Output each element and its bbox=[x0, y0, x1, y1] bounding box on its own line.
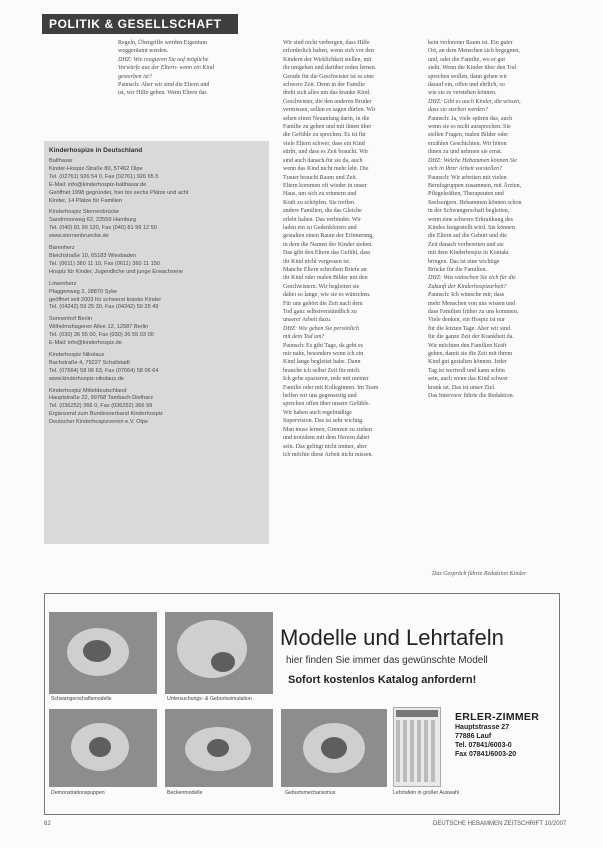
text-line: mir nahe, besonders wenn ich ein bbox=[283, 351, 364, 358]
text-line: Haus, um sich zu erinnern und bbox=[283, 191, 357, 198]
text-line: laden ein zu Gedenkfeiern und bbox=[283, 224, 357, 231]
info-box-line: Tel. (04242) 59 25 30, Fax (04242) 59 25 49 bbox=[49, 304, 159, 311]
text-line: wenn sie es nicht aussprechen. Sie bbox=[428, 124, 511, 131]
text-line: Das gibt den Eltern das Gefühl, dass bbox=[283, 250, 371, 257]
photo-birth-mechanism bbox=[281, 709, 387, 787]
text-line: ist, wir Hilfe geben. Wenn Eltern das bbox=[118, 90, 207, 97]
info-box-line: Wilhelmshagener Allee 12, 12587 Berlin bbox=[49, 324, 149, 331]
info-box-line: Tel. (02761) 926 54 0, Fax (02761) 926 65 5 bbox=[49, 173, 159, 180]
caption-birth-simulation: Untersuchungs- & Geburtssimulation bbox=[167, 696, 252, 702]
text-line: Gerade für die Geschwister ist es eine bbox=[283, 73, 374, 80]
text-line: schwere Zeit. Denn in der Familie bbox=[283, 82, 365, 89]
catalog-chart-image bbox=[393, 707, 441, 787]
text-line: sieht. Wenn die Kinder über den Tod bbox=[428, 65, 517, 72]
text-line: mehr Menschen von uns wissen und bbox=[428, 300, 516, 307]
text-line: Ich gehe spazieren, rede mit meiner bbox=[283, 376, 369, 383]
company-fax: Fax 07841/6003-20 bbox=[455, 751, 517, 758]
text-line: Das Interview führte die Redaktion. bbox=[428, 393, 515, 400]
info-box-line: E-Mail: info@kinderhospiz.de bbox=[49, 340, 122, 347]
text-line: Wir sind nicht verbergen, dass Hilfe bbox=[283, 40, 370, 46]
info-box-line: Tel. (0611) 360 11 10, Fax (0611) 360 11 150 bbox=[49, 260, 160, 267]
text-line: Kraft zu schöpfen. Sie treffen bbox=[283, 199, 355, 206]
text-line: Ort, an dem Menschen sich begegnen, bbox=[428, 48, 520, 55]
info-box-line: Deutscher Kinderhospizverein e.V. Olpe bbox=[49, 419, 148, 426]
text-line: Geschwistern. Wir begleiten sie bbox=[283, 283, 360, 290]
interview-signature: Das Gespräch führte Redaktion Kinder bbox=[432, 571, 527, 577]
text-line: erlebt haben. Das verbindet. Wir bbox=[283, 216, 361, 223]
advertisement[interactable] bbox=[44, 593, 560, 815]
text-line: sein. Das gelingt nicht immer, aber bbox=[283, 443, 367, 450]
text-line: gestalten einen Raum der Erinnerung, bbox=[283, 233, 374, 240]
info-box-line: Tel. (07664) 58 06 63, Fax (07664) 58 06 64 bbox=[49, 367, 159, 374]
caption-charts: Lehrtafeln in großer Auswahl bbox=[393, 790, 460, 796]
info-box-line: Tel. (040) 81 99 120, Fax (040) 81 99 12 50 bbox=[49, 225, 157, 232]
text-line: ihr umgehen und darüber reden lernen. bbox=[283, 65, 377, 72]
info-box-line: Bleichstraße 10, 65183 Wiesbaden bbox=[49, 252, 137, 259]
info-box-line: Tel. (030) 36 55 00, Fax (030) 36 55 03 00 bbox=[49, 332, 154, 339]
info-box-title: Kinderhospize in Deutschland bbox=[49, 147, 143, 154]
text-line: brauche ich selbst Zeit für mich. bbox=[283, 367, 361, 374]
text-line: Berufsgruppen zusammen, mit Ärzten, bbox=[428, 182, 522, 189]
text-line: die Eltern auf die Geburt und die bbox=[428, 233, 507, 240]
text-line: Wir möchten den Familien Kraft bbox=[428, 342, 507, 349]
text-line: die Gefühle zu sprechen. Es ist für bbox=[283, 132, 366, 139]
caption-pelvis-models: Beckenmodelle bbox=[167, 790, 203, 796]
text-line: für die letzten Tage. Aber wir sind bbox=[428, 325, 510, 332]
text-line: DHZ: Wie reagieren Sie auf mögliche bbox=[118, 56, 209, 63]
text-line: bringen. Das ist eine wichtige bbox=[428, 258, 500, 265]
text-line: in dem die Namen der Kinder stehen. bbox=[283, 241, 373, 248]
text-line: weggeräumt werden. bbox=[118, 48, 169, 55]
text-line: Paunsch: Aber wir sind die Eltern und bbox=[118, 82, 210, 89]
text-line: für die ganze Zeit der Krankheit da. bbox=[428, 334, 514, 341]
text-line: unserer Arbeit dazu. bbox=[283, 317, 332, 324]
text-line: dreht sich alles um das kranke Kind. bbox=[283, 90, 371, 97]
text-line: Supervision. Das ist sehr wichtig. bbox=[283, 418, 364, 425]
text-line: andere Familien, die das Gleiche bbox=[283, 208, 362, 215]
journal-name: DEUTSCHE HEBAMMEN ZEITSCHRIFT 10/2007 bbox=[433, 821, 567, 827]
text-line: kein verlorener Raum ist. Ein guter bbox=[428, 40, 513, 46]
text-line: Man muss lernen, Grenzen zu ziehen bbox=[283, 426, 372, 433]
page-number: 62 bbox=[44, 821, 51, 827]
company-city: 77886 Lauf bbox=[455, 733, 492, 740]
text-line: sich in Ihrer Arbeit vorstellen? bbox=[428, 166, 502, 173]
info-box-line: Ergänzend zum Bundesverband Kinderhospiz bbox=[49, 411, 163, 418]
text-line: stellen Fragen, malen Bilder oder bbox=[428, 132, 509, 139]
text-line: helfen wir uns gegenseitig und bbox=[283, 393, 357, 400]
text-line: Wir haben auch regelmäßige bbox=[283, 409, 352, 416]
text-line: Pflegekräften, Therapeuten und bbox=[428, 191, 504, 198]
caption-birth-mechanism: Geburtsmechanismus bbox=[285, 790, 336, 796]
company-info bbox=[455, 711, 539, 759]
text-line: mit dem Tod um? bbox=[283, 334, 325, 341]
ad-catalog-cta[interactable]: Sofort kostenlos Katalog anfordern! bbox=[288, 674, 477, 686]
info-box-list bbox=[49, 158, 264, 427]
text-line: Kindes festgestellt wird. Sie können bbox=[428, 224, 515, 231]
text-line: Paunsch: Ich wünsche mir, dass bbox=[428, 292, 505, 299]
text-line: sind auch danach für sie da, auch bbox=[283, 157, 363, 164]
text-line: und, oder die Familie, wo er gut bbox=[428, 56, 505, 63]
section-header bbox=[42, 14, 238, 34]
company-street: Hauptstrasse 27 bbox=[455, 724, 510, 731]
text-line: krank ist. Das ist unser Ziel. bbox=[428, 384, 496, 391]
text-line: gestorben ist? bbox=[118, 73, 152, 80]
info-box-line: Sandmoorweg 62, 22559 Hamburg bbox=[49, 217, 137, 224]
info-box-line: Bärenherz bbox=[49, 245, 75, 252]
info-box-line: Hospiz für Kinder, Jugendliche und junge Erwachsene bbox=[49, 268, 184, 275]
text-line: wie sie es verstehen können. bbox=[428, 90, 497, 97]
text-line: Familie oder mit Kolleginnen. Im Team bbox=[283, 384, 379, 391]
info-box-line: Kinderhospiz Sternenbrücke bbox=[49, 209, 120, 216]
column-3-text bbox=[428, 39, 562, 564]
text-line: Kind gut gestalten können. Jeder bbox=[428, 359, 507, 366]
text-line: ihr Kind oder malen Bilder mit den bbox=[283, 275, 368, 282]
info-box-line: Hauptstraße 22, 99768 Tambach-Dietharz bbox=[49, 395, 154, 402]
info-box-line: Sonnenhof Berlin bbox=[49, 316, 92, 323]
text-line: Zukunft der Kinderhospizarbeit? bbox=[428, 283, 507, 290]
caption-pregnancy-models: Schwangerschaftsmodelle bbox=[51, 696, 112, 702]
info-box-line: Tel. (036252) 366 0, Fax (036252) 366 99 bbox=[49, 403, 153, 410]
info-box-line: Löwenherz bbox=[49, 280, 77, 287]
text-line: stirbt, und dass es Zeit braucht. Wir bbox=[283, 149, 369, 156]
text-line: Für uns gehört die Zeit nach dem bbox=[283, 300, 363, 307]
kinderhospize-info-box bbox=[44, 141, 269, 544]
text-line: sprechen offen über unsere Gefühle. bbox=[283, 401, 371, 408]
text-line: vermissen, sollen es sagen dürfen. Wir bbox=[283, 107, 376, 114]
text-line: dass Familien früher zu uns kommen. bbox=[428, 309, 519, 315]
section-title: POLITIK & GESELLSCHAFT bbox=[49, 17, 222, 31]
info-box-line: Kinder, 14 Plätze für Familien bbox=[49, 197, 123, 204]
text-line: erzählen Geschichten. Wir hören bbox=[428, 140, 507, 147]
photo-pelvis-models bbox=[165, 709, 273, 787]
text-line: Trauer braucht Raum und Zeit. bbox=[283, 174, 358, 181]
text-line: Manche Eltern schreiben Briefe an bbox=[283, 266, 367, 273]
text-line: Regeln, Übergriffe werden Eigentum bbox=[118, 40, 208, 46]
text-line: Familie zu gehen und mit ihnen über bbox=[283, 124, 372, 131]
text-line: wenn eine schwere Erkrankung des bbox=[428, 216, 513, 223]
text-line: Eltern kommen oft wieder in unser bbox=[283, 182, 367, 189]
ad-subtitle: hier finden Sie immer das gewünschte Modell bbox=[286, 655, 488, 666]
info-box-line: Bachstraße 4, 79227 Schallstadt bbox=[49, 359, 130, 366]
text-line: sehen einen Neuanfang darin, in die bbox=[283, 115, 370, 122]
column-2-text bbox=[283, 39, 415, 564]
info-box-line: Geöffnet 1998 gegründet, hier bis sechs Plätze und acht bbox=[49, 189, 189, 196]
info-box-line: Balthasar bbox=[49, 158, 73, 164]
info-box-line: E-Mail: info@kinderhospiz-balthasar.de bbox=[49, 181, 147, 188]
text-line: sprechen wollen, dann gehen wir bbox=[428, 73, 508, 80]
text-line: Vorwürfe aus der Eltern- wenn ein Kind bbox=[118, 65, 214, 72]
text-line: Seelsorgern. Hebammen können schon bbox=[428, 199, 522, 206]
text-line: Zeit danach vorbereiten und sie bbox=[428, 241, 504, 248]
text-line: DHZ: Welche Hebammen können Sie bbox=[428, 157, 518, 164]
info-box-line: Plaggenweg 2, 28870 Syke bbox=[49, 288, 118, 295]
photo-pregnancy-model bbox=[49, 612, 157, 694]
info-box-line: www.kinderhospiz-nikolaus.de bbox=[49, 375, 124, 382]
column-1-text bbox=[118, 39, 268, 131]
text-line: Paunsch: Ja, viele spüren das, auch bbox=[428, 115, 513, 122]
text-line: ich möchte diese Arbeit nicht missen. bbox=[283, 451, 373, 458]
photo-birth-simulator bbox=[165, 612, 273, 694]
company-name: ERLER-ZIMMER bbox=[455, 711, 540, 723]
info-box-line: geöffnet seit 2003 für schwerst kranke Kinder bbox=[49, 296, 162, 303]
text-line: darauf ein, offen und ehrlich, so bbox=[428, 82, 505, 89]
text-line: sein, auch wenn das Kind schwer bbox=[428, 376, 508, 383]
ad-title: Modelle und Lehrtafeln bbox=[280, 625, 504, 650]
text-line: und trotzdem mit dem Herzen dabei bbox=[283, 435, 370, 442]
text-line: dabei so lange, wie sie es wünschen. bbox=[283, 292, 371, 299]
caption-demonstration-dolls: Demonstrationspuppen bbox=[51, 790, 105, 796]
text-line: Geschwister, die den anderen Bruder bbox=[283, 98, 372, 105]
text-line: in der Schwangerschaft begleiten, bbox=[428, 208, 510, 215]
text-line: mit dem Kinderhospiz in Kontakt bbox=[428, 250, 509, 257]
text-line: erforderlich haben, wenn sich vor den bbox=[283, 48, 374, 55]
text-line: Paunsch: Wir arbeiten mit vielen bbox=[428, 174, 507, 181]
text-line: DHZ: Wie gehen Sie persönlich bbox=[283, 325, 359, 332]
text-line: Paunsch: Es gibt Tage, da geht es bbox=[283, 342, 363, 349]
info-box-line: Kinder-Hospiz-Straße 80, 57462 Olpe bbox=[49, 165, 143, 172]
photo-demonstration-dolls bbox=[49, 709, 157, 787]
text-line: Viele denken, ein Hospiz ist nur bbox=[428, 317, 505, 324]
info-box-line: www.sternenbruecke.de bbox=[49, 233, 109, 240]
text-line: Kindern der Wirklichkeit stellen, mit bbox=[283, 56, 372, 63]
text-line: Kind lange begleitet habe. Dann bbox=[283, 359, 361, 366]
info-box-line: Kinderhospiz Mitteldeutschland bbox=[49, 387, 127, 394]
text-line: wenn das Kind nicht mehr lebt. Die bbox=[283, 166, 369, 173]
text-line: dass sie sterben werden? bbox=[428, 107, 488, 114]
text-line: geben, damit sie die Zeit mit ihrem bbox=[428, 351, 513, 358]
company-phone: Tel. 07841/6003-0 bbox=[455, 742, 512, 749]
text-line: Tag ist wertvoll und kann schön bbox=[428, 367, 505, 374]
info-box-line: Kinderhospiz Nikolaus bbox=[49, 351, 105, 358]
text-line: Brücke für die Familien. bbox=[428, 266, 487, 273]
text-line: Tod ganz selbstverständlich zu bbox=[283, 309, 357, 315]
text-line: DHZ: Was wünschen Sie sich für die bbox=[428, 275, 516, 282]
text-line: ihr Kind nicht vergessen ist. bbox=[283, 258, 351, 265]
text-line: ihnen zu und nehmen sie ernst. bbox=[428, 149, 503, 156]
text-line: DHZ: Gibt es auch Kinder, die wissen, bbox=[428, 98, 521, 105]
text-line: viele Eltern schwer, dass ein Kind bbox=[283, 140, 365, 147]
